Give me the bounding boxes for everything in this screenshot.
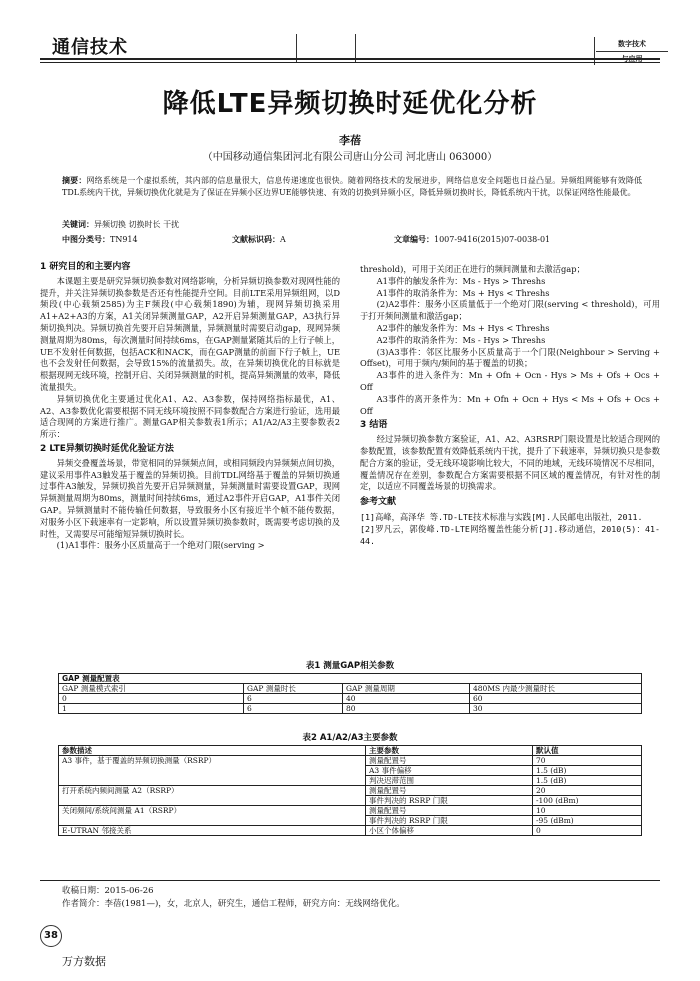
paper-title: 降低LTE异频切换时延优化分析 <box>162 89 538 119</box>
reference-item: [2]罗凡云，郭俊峰.TD-LTE网络覆盖性能分析[J].移动通信，2010(5)：41-44. <box>360 523 660 546</box>
table2-header: 参数描述 <box>59 746 366 756</box>
table2-value: 0 <box>533 826 642 836</box>
condition-line: A2事件的取消条件为：Ms - Hys > Threshs <box>376 334 546 345</box>
condition-line: A1事件的触发条件为：Ms - Hys > Threshs <box>376 275 546 286</box>
condition-line: A1事件的取消条件为：Ms + Hys < Threshs <box>376 287 550 298</box>
table2-header: 默认值 <box>533 746 642 756</box>
table2 <box>58 745 642 836</box>
received-date: 收稿日期：2015-06-26 <box>62 886 154 896</box>
document-code <box>232 234 286 245</box>
keywords-text: 异频切换 切换时长 干扰 <box>94 220 180 229</box>
paragraph: (3)A3事件：邻区比服务小区质量高于一个门限(Neighbour > Serving + Offset)，可用于频内/频间的基于覆盖的切换； <box>360 346 660 369</box>
paragraph: (1)A1事件：服务小区质量高于一个绝对门限(serving > <box>56 540 265 551</box>
table-row <box>59 786 642 796</box>
table2-desc: 打开系统内频间测量 A2（RSRP） <box>59 786 366 806</box>
table2-param: 测量配置号 <box>366 806 533 816</box>
table-row <box>59 756 642 766</box>
table2-param: 测量配置号 <box>366 786 533 796</box>
paragraph: 本课题主要是研究异频切换参数对网络影响，分析异频切换参数对现网性能的提升，并关注异频切换参数是否还有性能提升空间。目前LTE采用异频组网，以D频段(中心载频2585)为主F频段(中心载频1890)为辅，现网异频切换采用A1+A2+A3的方案，A1关闭异频测量GAP，A2开启异频测量GAP，A3执行异频切换判决。异频切换首先要开启异频测量，异频测量时需要启动gap，现网异频测量周期为80ms，每次测量时间持续6ms，在GAP测量紧随其后的上行子帧上，UE不发射任何数据，包括ACK和NACK，而在GAP测量的前面下行子帧上，UE也不会发射任何数据，会导致15%的流量损失。故，在异频切换优化的目标就是根据现网无线环境，控制开启、关闭异频测量的时机，提高异频测量的效率，降低流量损失。 <box>40 275 340 392</box>
condition-line: A3事件的离开条件为：Mn + Ofn + Ocn + Hys < Ms + Ofs + Ocs + Off <box>360 393 660 416</box>
left-column <box>40 262 340 552</box>
table2-value: 20 <box>533 786 642 796</box>
art-label: 文章编号： <box>394 234 434 244</box>
header-rule <box>40 58 660 60</box>
condition-line: A3事件的进入条件为：Mn + Ofn + Ocn - Hys > Ms + Ofs + Ocs + Off <box>360 370 660 392</box>
paper-author: 李蓓 <box>339 134 361 147</box>
clc-number <box>62 234 138 245</box>
table1-cell: 80 <box>343 704 470 714</box>
table1-caption: 表1 测量GAP相关参数 <box>305 661 395 671</box>
table1-cell: 0 <box>59 694 244 704</box>
table1-header: GAP 测量模式索引 <box>59 684 244 694</box>
table1-header: GAP 测量时长 <box>244 684 343 694</box>
table2-desc: A3 事件，基于覆盖的异频切换测量（RSRP） <box>59 756 366 786</box>
clc-label: 中图分类号： <box>62 234 110 244</box>
table2-value: -95 (dBm) <box>533 816 642 826</box>
table1-cell: 60 <box>470 694 642 704</box>
table2-caption: 表2 A1/A2/A3主要参数 <box>302 733 398 743</box>
table2-desc: 关闭频间/系统间测量 A1（RSRP） <box>59 806 366 826</box>
doc-value: A <box>280 235 286 244</box>
footer-rule <box>40 880 660 881</box>
paragraph: 异频交叠覆盖场景，带宽相同的异频频点间，或相同频段内异频频点间切换，建议采用事件A3触发基于覆盖的异频切换。目前TDL网络基于覆盖的异频切换通过事件A3触发，异频切换首先要开启异频测量，异频测量时需要设置GAP，现网异频测量周期为80ms，测量时间持续6ms，通过A2事件开启GAP，A1事件关闭GAP。异频测量时不能传输任何数据，导致服务小区有接近半个帧不能传数据，对服务小区下载速率有一定影响，所以设置异频切换参数时，既需要考虑切换的及时性，又需要尽可能缩短异频切换时长。 <box>40 457 340 539</box>
right-column <box>360 264 660 547</box>
header-label-line1: 数字技术 <box>618 39 646 48</box>
references-heading: 参考文献 <box>360 497 397 508</box>
reference-item: [1]高峰，高泽华 等.TD-LTE技术标准与实践[M].人民邮电出版社，2011. <box>360 511 643 522</box>
table2-param: 事件判决的 RSRP 门限 <box>366 816 533 826</box>
table-row <box>59 826 642 836</box>
table2-param: 事件判决的 RSRP 门限 <box>366 796 533 806</box>
keywords <box>62 219 179 230</box>
article-number <box>394 234 550 245</box>
table1-cell: 30 <box>470 704 642 714</box>
table2-param: 测量配置号 <box>366 756 533 766</box>
table1-header: 480MS 内最少测量时长 <box>470 684 642 694</box>
table-row <box>59 704 642 714</box>
abstract-label: 摘要： <box>62 175 87 185</box>
table1-cell: 6 <box>244 704 343 714</box>
table2-value: 1.5 (dB) <box>533 776 642 786</box>
table2-value: 10 <box>533 806 642 816</box>
header-rule <box>40 62 660 63</box>
page-number: 38 <box>40 925 62 947</box>
section-heading: 1 研究目的和主要内容 <box>40 262 131 272</box>
table1-cell: 40 <box>343 694 470 704</box>
condition-line: A2事件的触发条件为：Ms + Hys < Threshs <box>376 322 550 333</box>
table1-cell: 6 <box>244 694 343 704</box>
abstract <box>62 175 642 198</box>
header-label-line2: 与应用 <box>596 51 668 66</box>
keywords-label: 关键词： <box>62 219 94 229</box>
art-value: 1007-9416(2015)07-0038-01 <box>434 235 551 244</box>
table2-param: A3 事件偏移 <box>366 766 533 776</box>
paper-affiliation: （中国移动通信集团河北有限公司唐山分公司 河北唐山 063000） <box>202 152 498 163</box>
paragraph: 异频切换优化主要通过优化A1、A2、A3参数，保持网络指标最优，A1、A2、A3参数优化需要根据不同无线环境按照不同参数配合方案进行验证，选用最适合现网的方案进行推广。测量GAP相关参数表1所示；A1/A2/A3主要参数表2所示： <box>40 393 340 440</box>
section-heading: 3 结语 <box>360 420 388 431</box>
paragraph: threshold)，可用于关闭正在进行的频间测量和去激活gap； <box>360 264 585 274</box>
table2-desc: E-UTRAN 邻接关系 <box>59 826 366 836</box>
table1 <box>58 673 642 714</box>
clc-value: TN914 <box>110 235 138 244</box>
table-row <box>59 694 642 704</box>
table2-value: -100 (dBm) <box>533 796 642 806</box>
table1-cell: 1 <box>59 704 244 714</box>
header-divider <box>594 37 595 65</box>
abstract-text: 网络系统是一个虚拟系统，其内部的信息量很大，信息传递速度也很快。随着网络技术的发展进步，网络信息安全问题也日益凸显。异频组网能够有效降低TDL系统内干扰，异频切换优化就是为了保证在异频小区边界UE能够快速、有效的切换到异频小区，降低异频切换时长，降低系统内干扰，以保证网络性能最优。 <box>62 176 642 197</box>
table1-header: GAP 测量周期 <box>343 684 470 694</box>
paragraph: (2)A2事件：服务小区质量低于一个绝对门限(serving < threshold)，可用于打开频间测量和激活gap； <box>360 299 660 322</box>
table-row <box>59 806 642 816</box>
table1-group-header: GAP 测量配置表 <box>59 674 642 684</box>
table2-header: 主要参数 <box>366 746 533 756</box>
watermark: 万方数据 <box>62 955 106 968</box>
author-bio: 作者简介：李蓓(1981—)，女，北京人，研究生，通信工程师，研究方向：无线网络优化。 <box>62 899 405 909</box>
journal-section-title: 通信技术 <box>52 37 128 58</box>
paragraph: 经过异频切换参数方案验证，A1、A2、A3RSRP门限设置是比较适合现网的参数配置，该参数配置有效降低系统内干扰，提升了下载速率，异频切换只是参数配合方案的验证，受无线环境影响比较大，不同的地域，无线环境情况不尽相同，覆盖情况存在差别，参数配合方案需要根据不同区域的覆盖情况，有针对性的制定，以适应不同覆盖场景的切换需求。 <box>360 434 660 492</box>
section-heading: 2 LTE异频切换时延优化验证方法 <box>40 443 174 454</box>
table2-param: 判决迟滞范围 <box>366 776 533 786</box>
doc-label: 文献标识码： <box>232 234 280 244</box>
table2-value: 70 <box>533 756 642 766</box>
table2-param: 小区个体偏移 <box>366 826 533 836</box>
table2-value: 1.5 (dB) <box>533 766 642 776</box>
